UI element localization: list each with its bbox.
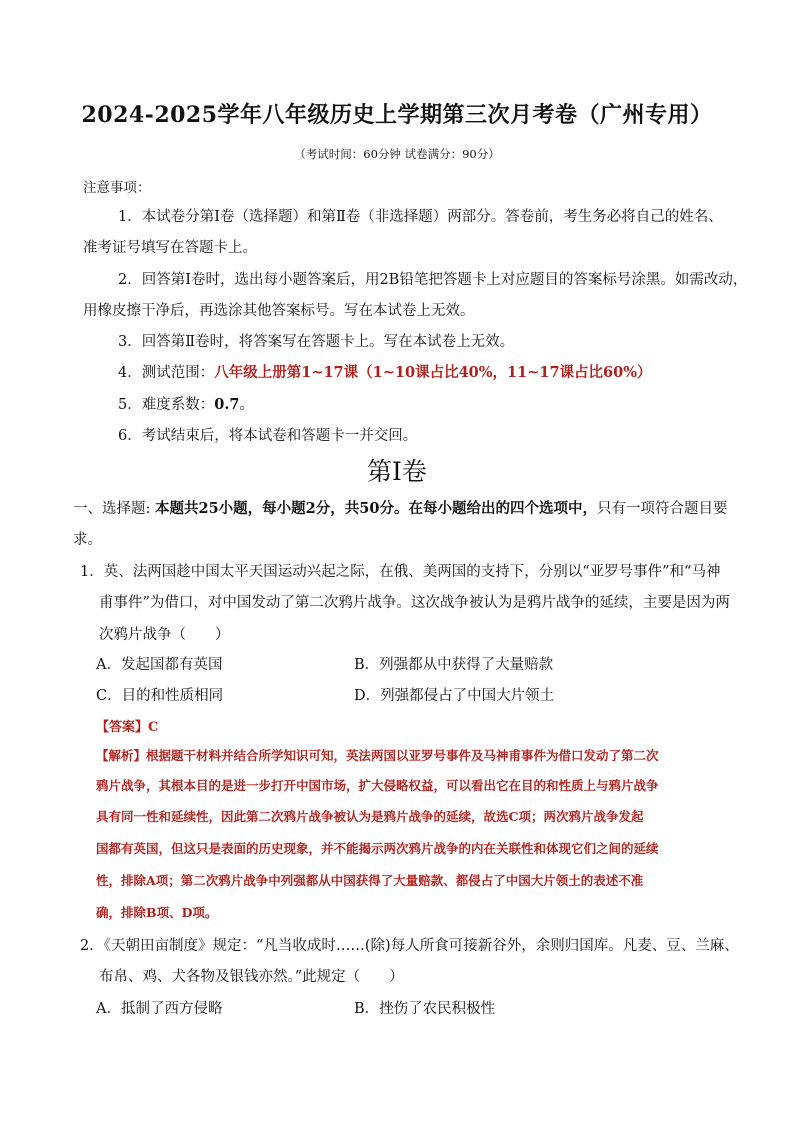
question-2-stem-line1: 2．《天朝田亩制度》规定：“凡当收成时……(除)每人所食可接新谷外，余则归国库。凡麦、豆、兰麻、 [80,938,739,954]
section-intro-line1 [73,497,727,518]
notice-heading: 注意事项： [83,180,151,196]
question-1-stem-line3: 次鸦片战争（ ） [99,627,230,643]
section-intro-line2: 求。 [73,532,102,548]
exam-subtitle: （考试时间：60分钟 试卷满分：90分） [294,147,500,161]
section-title: 第Ⅰ卷 [367,457,427,486]
section-intro-bold: 本题共25小题，每小题2分，共50分。在每小题给出的四个选项中， [155,500,597,517]
question-1-stem-line2: 甫事件”为借口，对中国发动了第二次鸦片战争。这次战争被认为是鸦片战争的延续，主要是因为两 [99,595,730,611]
notice-item-5-suffix: 。 [239,397,254,413]
question-1-stem-line1: 1．英、法两国趁中国太平天国运动兴起之际，在俄、美两国的支持下，分别以“亚罗号事件”和“马神 [80,564,721,580]
difficulty-value: 0.7 [214,396,240,413]
section-intro-part1: 一、选择题: [73,501,155,517]
question-1-answer: 【答案】C [96,720,159,735]
question-1-explanation-line4: 国都有英国，但这只是表面的历史现象，并不能揭示两次鸦片战争的内在关联性和体现它们之间的延续 [96,841,659,856]
notice-item-4 [118,361,651,382]
notice-item-6: 6．考试结束后，将本试卷和答题卡一并交回。 [118,428,418,444]
question-1-explanation-line3: 具有同一性和延续性，因此第二次鸦片战争被认为是鸦片战争的延续，故选C项；两次鸦片战争发起 [96,809,644,824]
question-1-option-c: C．目的和性质相同 [96,688,224,704]
question-2-option-a: A．抵制了西方侵略 [96,1001,223,1017]
exam-title: 2024-2025学年八年级历史上学期第三次月考卷（广州专用） [81,102,713,128]
question-2-stem-line2: 布帛、鸡、犬各物及银钱亦然。”此规定（ ） [99,969,404,985]
section-intro-part2: 只有一项符合题目要 [596,501,728,517]
question-1-explanation-line1: 【解析】根据题干材料并结合所学知识可知，英法两国以亚罗号事件及马神甫事件为借口发动了第二次 [96,748,659,763]
question-2-option-b: B．挫伤了农民积极性 [354,1001,496,1017]
notice-item-5-prefix: 5．难度系数： [118,397,215,413]
question-1-explanation-line5: 性，排除A项；第二次鸦片战争中列强都从中国获得了大量赔款、都侵占了中国大片领土的表述不准 [96,873,644,888]
question-1-option-d: D．列强都侵占了中国大片领土 [354,688,555,704]
question-1-explanation-line6: 确，排除B项、D项。 [96,905,218,920]
notice-item-5 [118,393,254,414]
notice-item-1-line2: 准考证号填写在答题卡上。 [83,240,257,256]
notice-item-3: 3．回答第Ⅱ卷时，将答案写在答题卡上。写在本试卷上无效。 [118,334,515,350]
test-range: 八年级上册第1~17课（1~10课占比40%，11~17课占比60%） [214,364,652,381]
question-1-option-a: A．发起国都有英国 [96,657,223,673]
notice-item-1-line1: 1．本试卷分第Ⅰ卷（选择题）和第Ⅱ卷（非选择题）两部分。答卷前，考生务必将自己的姓名、 [118,209,723,225]
notice-item-4-prefix: 4．测试范围： [118,365,215,381]
notice-item-2-line1: 2．回答第Ⅰ卷时，选出每小题答案后，用2B铅笔把答题卡上对应题目的答案标号涂黑。如需改动， [118,272,748,288]
notice-item-2-line2: 用橡皮擦干净后，再选涂其他答案标号。写在本试卷上无效。 [83,303,475,319]
question-1-option-b: B．列强都从中获得了大量赔款 [354,657,554,673]
question-1-explanation-line2: 鸦片战争，其根本目的是进一步打开中国市场，扩大侵略权益，可以看出它在目的和性质上与鸦片战争 [96,778,659,793]
